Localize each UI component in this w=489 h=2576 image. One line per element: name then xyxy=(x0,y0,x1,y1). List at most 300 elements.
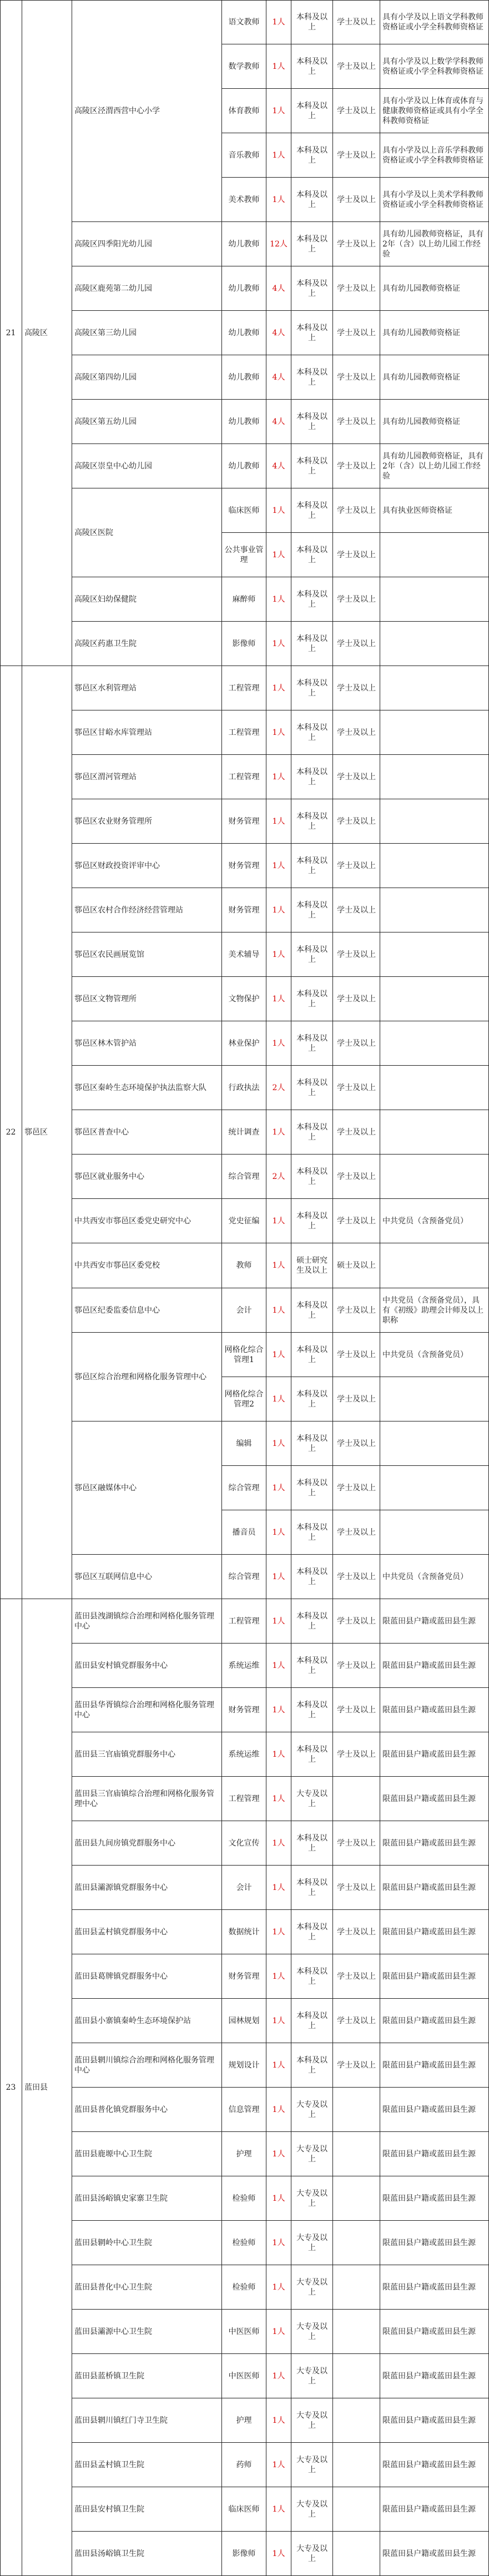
hiring-count: 1人 xyxy=(266,2487,291,2532)
other-requirements: 限蓝田县户籍或蓝田县生源 xyxy=(380,2310,489,2354)
other-requirements xyxy=(380,1377,489,1421)
education-requirement: 本科及以上 xyxy=(291,178,333,222)
other-requirements: 限蓝田县户籍或蓝田县生源 xyxy=(380,2532,489,2576)
degree-requirement: 学士及以上 xyxy=(333,755,380,799)
education-requirement: 本科及以上 xyxy=(291,1910,333,1954)
unit-name: 蓝田县安村镇党群服务中心 xyxy=(72,1644,222,1688)
unit-name: 蓝田县孟村镇卫生院 xyxy=(72,2443,222,2487)
degree-requirement: 学士及以上 xyxy=(333,666,380,710)
post-name: 网格化综合管理2 xyxy=(222,1377,266,1421)
hiring-count: 1人 xyxy=(266,1821,291,1866)
unit-name: 蓝田县安村镇卫生院 xyxy=(72,2487,222,2532)
unit-name: 鄠邑区水利管理站 xyxy=(72,666,222,710)
hiring-count: 1人 xyxy=(266,888,291,932)
hiring-count: 1人 xyxy=(266,755,291,799)
education-requirement: 本科及以上 xyxy=(291,400,333,444)
hiring-count: 1人 xyxy=(266,1910,291,1954)
post-name: 幼儿教师 xyxy=(222,266,266,311)
post-name: 检验师 xyxy=(222,2221,266,2265)
post-name: 网格化综合管理1 xyxy=(222,1333,266,1377)
degree-requirement xyxy=(333,2221,380,2265)
post-name: 工程管理 xyxy=(222,666,266,710)
degree-requirement: 学士及以上 xyxy=(333,1021,380,1066)
post-name: 综合管理 xyxy=(222,1466,266,1510)
other-requirements: 限蓝田县户籍或蓝田县生源 xyxy=(380,2443,489,2487)
other-requirements xyxy=(380,1243,489,1288)
hiring-count: 1人 xyxy=(266,89,291,133)
other-requirements xyxy=(380,977,489,1021)
hiring-count: 1人 xyxy=(266,0,291,44)
other-requirements: 限蓝田县户籍或蓝田县生源 xyxy=(380,1910,489,1954)
degree-requirement: 学士及以上 xyxy=(333,311,380,355)
education-requirement: 大专及以上 xyxy=(291,2532,333,2576)
education-requirement: 本科及以上 xyxy=(291,622,333,666)
education-requirement: 本科及以上 xyxy=(291,222,333,266)
unit-name: 鄠邑区农村合作经济经营管理站 xyxy=(72,888,222,932)
unit-name: 蓝田县辋川镇红门寺卫生院 xyxy=(72,2398,222,2443)
unit-name: 中共西安市鄠邑区委党史研究中心 xyxy=(72,1199,222,1243)
other-requirements: 限蓝田县户籍或蓝田县生源 xyxy=(380,1821,489,1866)
hiring-count: 1人 xyxy=(266,1777,291,1821)
education-requirement: 本科及以上 xyxy=(291,488,333,533)
unit-name: 高陵区第四幼儿园 xyxy=(72,355,222,400)
unit-name: 鄠邑区农民画展览馆 xyxy=(72,932,222,977)
degree-requirement: 学士及以上 xyxy=(333,2043,380,2088)
hiring-count: 4人 xyxy=(266,266,291,311)
other-requirements: 具有小学及以上美术学科教师资格证或小学全科教师资格证 xyxy=(380,178,489,222)
hiring-count: 1人 xyxy=(266,1021,291,1066)
unit-name: 蓝田县辋岭中心卫生院 xyxy=(72,2221,222,2265)
unit-name: 鄠邑区就业服务中心 xyxy=(72,1155,222,1199)
other-requirements: 中共党员（含预备党员） xyxy=(380,1555,489,1599)
degree-requirement xyxy=(333,2532,380,2576)
unit-name: 蓝田县三官庙镇党群服务中心 xyxy=(72,1732,222,1777)
unit-name: 鄠邑区融媒体中心 xyxy=(72,1421,222,1555)
education-requirement: 大专及以上 xyxy=(291,2310,333,2354)
post-name: 系统运维 xyxy=(222,1732,266,1777)
other-requirements: 中共党员（含预备党员） xyxy=(380,1199,489,1243)
degree-requirement: 学士及以上 xyxy=(333,1821,380,1866)
hiring-count: 2人 xyxy=(266,1066,291,1110)
degree-requirement: 学士及以上 xyxy=(333,1555,380,1599)
degree-requirement: 学士及以上 xyxy=(333,1110,380,1155)
unit-name: 蓝田县孟村镇党群服务中心 xyxy=(72,1910,222,1954)
hiring-count: 1人 xyxy=(266,1954,291,1999)
hiring-count: 1人 xyxy=(266,1599,291,1644)
other-requirements xyxy=(380,755,489,799)
other-requirements: 具有幼儿园教师资格证 xyxy=(380,400,489,444)
group-number: 23 xyxy=(0,1599,22,2576)
post-name: 中医医师 xyxy=(222,2310,266,2354)
hiring-count: 1人 xyxy=(266,2132,291,2176)
hiring-count: 1人 xyxy=(266,1866,291,1910)
education-requirement: 本科及以上 xyxy=(291,1821,333,1866)
hiring-count: 1人 xyxy=(266,799,291,844)
other-requirements: 中共党员（含预备党员） xyxy=(380,1333,489,1377)
education-requirement: 本科及以上 xyxy=(291,755,333,799)
post-name: 文化宣传 xyxy=(222,1821,266,1866)
post-name: 检验师 xyxy=(222,2265,266,2310)
degree-requirement: 学士及以上 xyxy=(333,977,380,1021)
education-requirement: 本科及以上 xyxy=(291,1288,333,1333)
hiring-count: 4人 xyxy=(266,444,291,488)
post-name: 园林规划 xyxy=(222,1999,266,2043)
post-name: 党史征编 xyxy=(222,1199,266,1243)
education-requirement: 本科及以上 xyxy=(291,89,333,133)
degree-requirement: 学士及以上 xyxy=(333,1199,380,1243)
education-requirement: 大专及以上 xyxy=(291,2088,333,2132)
education-requirement: 大专及以上 xyxy=(291,2354,333,2398)
education-requirement: 大专及以上 xyxy=(291,2398,333,2443)
degree-requirement: 学士及以上 xyxy=(333,488,380,533)
other-requirements: 具有小学及以上语文学科教师资格证或小学全科教师资格证 xyxy=(380,0,489,44)
hiring-count: 1人 xyxy=(266,2443,291,2487)
post-name: 体育教师 xyxy=(222,89,266,133)
hiring-count: 1人 xyxy=(266,710,291,755)
other-requirements xyxy=(380,1110,489,1155)
other-requirements: 限蓝田县户籍或蓝田县生源 xyxy=(380,2265,489,2310)
hiring-count: 1人 xyxy=(266,2043,291,2088)
degree-requirement: 学士及以上 xyxy=(333,1510,380,1555)
education-requirement: 本科及以上 xyxy=(291,1999,333,2043)
degree-requirement: 学士及以上 xyxy=(333,1866,380,1910)
hiring-count: 1人 xyxy=(266,1999,291,2043)
unit-name: 蓝田县汤峪镇史家寨卫生院 xyxy=(72,2176,222,2221)
other-requirements: 限蓝田县户籍或蓝田县生源 xyxy=(380,2132,489,2176)
unit-name: 蓝田县灞源镇党群服务中心 xyxy=(72,1866,222,1910)
post-name: 影像师 xyxy=(222,2532,266,2576)
post-name: 麻醉师 xyxy=(222,577,266,622)
degree-requirement: 学士及以上 xyxy=(333,1466,380,1510)
degree-requirement xyxy=(333,2176,380,2221)
degree-requirement xyxy=(333,2088,380,2132)
post-name: 检验师 xyxy=(222,2176,266,2221)
hiring-count: 1人 xyxy=(266,44,291,89)
post-name: 中医医师 xyxy=(222,2354,266,2398)
degree-requirement: 学士及以上 xyxy=(333,1910,380,1954)
hiring-count: 4人 xyxy=(266,311,291,355)
education-requirement: 本科及以上 xyxy=(291,1732,333,1777)
other-requirements: 具有幼儿园教师资格证 xyxy=(380,266,489,311)
hiring-count: 1人 xyxy=(266,2354,291,2398)
degree-requirement: 学士及以上 xyxy=(333,400,380,444)
education-requirement: 本科及以上 xyxy=(291,1066,333,1110)
unit-name: 鄠邑区互联网信息中心 xyxy=(72,1555,222,1599)
post-name: 护理 xyxy=(222,2132,266,2176)
degree-requirement: 学士及以上 xyxy=(333,533,380,577)
hiring-count: 1人 xyxy=(266,932,291,977)
other-requirements: 限蓝田县户籍或蓝田县生源 xyxy=(380,1599,489,1644)
education-requirement: 本科及以上 xyxy=(291,1466,333,1510)
other-requirements xyxy=(380,710,489,755)
hiring-count: 1人 xyxy=(266,133,291,178)
degree-requirement xyxy=(333,2443,380,2487)
unit-name: 蓝田县华胥镇综合治理和网格化服务管理中心 xyxy=(72,1688,222,1732)
unit-name: 蓝田县普化中心卫生院 xyxy=(72,2265,222,2310)
post-name: 统计调查 xyxy=(222,1110,266,1155)
education-requirement: 本科及以上 xyxy=(291,888,333,932)
hiring-count: 1人 xyxy=(266,844,291,888)
hiring-count: 1人 xyxy=(266,666,291,710)
degree-requirement: 学士及以上 xyxy=(333,0,380,44)
other-requirements: 限蓝田县户籍或蓝田县生源 xyxy=(380,2354,489,2398)
other-requirements: 限蓝田县户籍或蓝田县生源 xyxy=(380,2088,489,2132)
unit-name: 鄠邑区普查中心 xyxy=(72,1110,222,1155)
education-requirement: 本科及以上 xyxy=(291,1644,333,1688)
education-requirement: 本科及以上 xyxy=(291,1199,333,1243)
unit-name: 鄠邑区林木管护站 xyxy=(72,1021,222,1066)
other-requirements: 具有执业医师资格证 xyxy=(380,488,489,533)
other-requirements: 限蓝田县户籍或蓝田县生源 xyxy=(380,2398,489,2443)
unit-name: 鄠邑区财政投资评审中心 xyxy=(72,844,222,888)
other-requirements: 具有小学及以上音乐学科教师资格证或小学全科教师资格证 xyxy=(380,133,489,178)
degree-requirement: 学士及以上 xyxy=(333,710,380,755)
education-requirement: 本科及以上 xyxy=(291,1333,333,1377)
degree-requirement: 学士及以上 xyxy=(333,178,380,222)
hiring-count: 1人 xyxy=(266,2265,291,2310)
education-requirement: 本科及以上 xyxy=(291,266,333,311)
hiring-count: 1人 xyxy=(266,1688,291,1732)
degree-requirement: 学士及以上 xyxy=(333,1599,380,1644)
education-requirement: 本科及以上 xyxy=(291,133,333,178)
hiring-count: 1人 xyxy=(266,577,291,622)
post-name: 规划设计 xyxy=(222,2043,266,2088)
group-number: 22 xyxy=(0,666,22,1599)
post-name: 财务管理 xyxy=(222,1954,266,1999)
post-name: 财务管理 xyxy=(222,844,266,888)
unit-name: 高陵区妇幼保健院 xyxy=(72,577,222,622)
degree-requirement: 学士及以上 xyxy=(333,1999,380,2043)
degree-requirement: 学士及以上 xyxy=(333,355,380,400)
post-name: 药师 xyxy=(222,2443,266,2487)
degree-requirement: 学士及以上 xyxy=(333,1421,380,1466)
unit-name: 高陵区第三幼儿园 xyxy=(72,311,222,355)
degree-requirement: 学士及以上 xyxy=(333,89,380,133)
education-requirement: 大专及以上 xyxy=(291,1777,333,1821)
other-requirements xyxy=(380,888,489,932)
other-requirements xyxy=(380,1466,489,1510)
education-requirement: 大专及以上 xyxy=(291,2176,333,2221)
unit-name: 鄠邑区综合治理和网格化服务管理中心 xyxy=(72,1333,222,1421)
education-requirement: 本科及以上 xyxy=(291,1155,333,1199)
unit-name: 蓝田县蓝桥镇卫生院 xyxy=(72,2354,222,2398)
other-requirements xyxy=(380,577,489,622)
hiring-count: 1人 xyxy=(266,1421,291,1466)
education-requirement: 本科及以上 xyxy=(291,932,333,977)
degree-requirement xyxy=(333,2310,380,2354)
post-name: 行政执法 xyxy=(222,1066,266,1110)
degree-requirement: 学士及以上 xyxy=(333,1688,380,1732)
other-requirements: 限蓝田县户籍或蓝田县生源 xyxy=(380,2221,489,2265)
education-requirement: 本科及以上 xyxy=(291,710,333,755)
unit-name: 鄠邑区甘峪水库管理站 xyxy=(72,710,222,755)
unit-name: 高陵区鹿苑第二幼儿园 xyxy=(72,266,222,311)
post-name: 幼儿教师 xyxy=(222,222,266,266)
unit-name: 蓝田县九间房镇党群服务中心 xyxy=(72,1821,222,1866)
post-name: 工程管理 xyxy=(222,1599,266,1644)
unit-name: 蓝田县汤峪镇卫生院 xyxy=(72,2532,222,2576)
degree-requirement: 学士及以上 xyxy=(333,1288,380,1333)
hiring-count: 1人 xyxy=(266,1288,291,1333)
degree-requirement xyxy=(333,2487,380,2532)
education-requirement: 本科及以上 xyxy=(291,1110,333,1155)
post-name: 文物保护 xyxy=(222,977,266,1021)
hiring-count: 1人 xyxy=(266,1732,291,1777)
hiring-count: 1人 xyxy=(266,533,291,577)
education-requirement: 大专及以上 xyxy=(291,2487,333,2532)
other-requirements: 中共党员（含预备党员），具有《初级》助理会计师及以上职称 xyxy=(380,1288,489,1333)
other-requirements xyxy=(380,932,489,977)
education-requirement: 本科及以上 xyxy=(291,1421,333,1466)
hiring-count: 1人 xyxy=(266,178,291,222)
degree-requirement: 硕士及以上 xyxy=(333,1243,380,1288)
degree-requirement: 学士及以上 xyxy=(333,1954,380,1999)
education-requirement: 本科及以上 xyxy=(291,533,333,577)
other-requirements xyxy=(380,1021,489,1066)
degree-requirement xyxy=(333,1777,380,1821)
unit-name: 蓝田县葛牌镇党群服务中心 xyxy=(72,1954,222,1999)
post-name: 公共事业管理 xyxy=(222,533,266,577)
other-requirements: 限蓝田县户籍或蓝田县生源 xyxy=(380,1866,489,1910)
hiring-count: 1人 xyxy=(266,622,291,666)
education-requirement: 本科及以上 xyxy=(291,2043,333,2088)
unit-name: 鄠邑区秦岭生态环境保护执法监察大队 xyxy=(72,1066,222,1110)
post-name: 工程管理 xyxy=(222,710,266,755)
other-requirements: 具有幼儿园教师资格证，具有2年（含）以上幼儿园工作经验 xyxy=(380,444,489,488)
post-name: 影像师 xyxy=(222,622,266,666)
hiring-count: 1人 xyxy=(266,1644,291,1688)
unit-name: 鄠邑区农业财务管理所 xyxy=(72,799,222,844)
post-name: 财务管理 xyxy=(222,888,266,932)
other-requirements: 具有幼儿园教师资格证 xyxy=(380,311,489,355)
education-requirement: 大专及以上 xyxy=(291,2443,333,2487)
education-requirement: 本科及以上 xyxy=(291,666,333,710)
post-name: 教师 xyxy=(222,1243,266,1288)
post-name: 林业保护 xyxy=(222,1021,266,1066)
education-requirement: 大专及以上 xyxy=(291,2265,333,2310)
hiring-count: 1人 xyxy=(266,1333,291,1377)
post-name: 工程管理 xyxy=(222,1777,266,1821)
unit-name: 高陵区医院 xyxy=(72,488,222,577)
education-requirement: 本科及以上 xyxy=(291,444,333,488)
education-requirement: 大专及以上 xyxy=(291,2221,333,2265)
post-name: 音乐教师 xyxy=(222,133,266,178)
other-requirements xyxy=(380,1510,489,1555)
other-requirements: 限蓝田县户籍或蓝田县生源 xyxy=(380,1688,489,1732)
unit-name: 中共西安市鄠邑区委党校 xyxy=(72,1243,222,1288)
other-requirements: 具有幼儿园教师资格证 xyxy=(380,355,489,400)
education-requirement: 本科及以上 xyxy=(291,355,333,400)
district-name: 高陵区 xyxy=(22,0,72,666)
hiring-count: 1人 xyxy=(266,2088,291,2132)
other-requirements xyxy=(380,844,489,888)
hiring-count: 4人 xyxy=(266,355,291,400)
other-requirements xyxy=(380,1066,489,1110)
hiring-count: 1人 xyxy=(266,1110,291,1155)
post-name: 语文教师 xyxy=(222,0,266,44)
hiring-count: 1人 xyxy=(266,2398,291,2443)
hiring-count: 1人 xyxy=(266,2221,291,2265)
unit-name: 蓝田县三官庙镇综合治理和网格化服务管理中心 xyxy=(72,1777,222,1821)
unit-name: 高陵区药惠卫生院 xyxy=(72,622,222,666)
post-name: 数学教师 xyxy=(222,44,266,89)
other-requirements: 限蓝田县户籍或蓝田县生源 xyxy=(380,1644,489,1688)
post-name: 幼儿教师 xyxy=(222,444,266,488)
hiring-count: 1人 xyxy=(266,488,291,533)
post-name: 会计 xyxy=(222,1866,266,1910)
degree-requirement: 学士及以上 xyxy=(333,622,380,666)
post-name: 幼儿教师 xyxy=(222,400,266,444)
education-requirement: 本科及以上 xyxy=(291,577,333,622)
district-name: 蓝田县 xyxy=(22,1599,72,2576)
other-requirements xyxy=(380,622,489,666)
unit-name: 高陵区泾渭西营中心小学 xyxy=(72,0,222,222)
degree-requirement: 学士及以上 xyxy=(333,799,380,844)
other-requirements: 限蓝田县户籍或蓝田县生源 xyxy=(380,2043,489,2088)
post-name: 财务管理 xyxy=(222,799,266,844)
education-requirement: 本科及以上 xyxy=(291,0,333,44)
education-requirement: 本科及以上 xyxy=(291,44,333,89)
other-requirements: 具有小学及以上体育或体育与健康教师资格证或具有小学全科教师资格证 xyxy=(380,89,489,133)
post-name: 播音员 xyxy=(222,1510,266,1555)
education-requirement: 本科及以上 xyxy=(291,311,333,355)
post-name: 编辑 xyxy=(222,1421,266,1466)
post-name: 临床医师 xyxy=(222,2487,266,2532)
other-requirements: 限蓝田县户籍或蓝田县生源 xyxy=(380,1777,489,1821)
degree-requirement: 学士及以上 xyxy=(333,44,380,89)
hiring-count: 1人 xyxy=(266,1199,291,1243)
degree-requirement: 学士及以上 xyxy=(333,888,380,932)
hiring-count: 1人 xyxy=(266,1377,291,1421)
other-requirements xyxy=(380,666,489,710)
education-requirement: 本科及以上 xyxy=(291,1688,333,1732)
post-name: 数据统计 xyxy=(222,1910,266,1954)
post-name: 美术教师 xyxy=(222,178,266,222)
education-requirement: 大专及以上 xyxy=(291,2132,333,2176)
unit-name: 蓝田县灞源中心卫生院 xyxy=(72,2310,222,2354)
post-name: 财务管理 xyxy=(222,1688,266,1732)
unit-name: 鄠邑区纪委监委信息中心 xyxy=(72,1288,222,1333)
post-name: 信息管理 xyxy=(222,2088,266,2132)
post-name: 系统运维 xyxy=(222,1644,266,1688)
other-requirements xyxy=(380,799,489,844)
hiring-count: 1人 xyxy=(266,1555,291,1599)
degree-requirement: 学士及以上 xyxy=(333,1066,380,1110)
other-requirements: 限蓝田县户籍或蓝田县生源 xyxy=(380,1732,489,1777)
other-requirements: 具有幼儿园教师资格证，具有2年（含）以上幼儿园工作经验 xyxy=(380,222,489,266)
hiring-count: 1人 xyxy=(266,1243,291,1288)
education-requirement: 本科及以上 xyxy=(291,1599,333,1644)
post-name: 护理 xyxy=(222,2398,266,2443)
degree-requirement xyxy=(333,2265,380,2310)
other-requirements xyxy=(380,1421,489,1466)
unit-name: 鄠邑区文物管理所 xyxy=(72,977,222,1021)
hiring-count: 1人 xyxy=(266,2310,291,2354)
hiring-count: 1人 xyxy=(266,977,291,1021)
degree-requirement: 学士及以上 xyxy=(333,577,380,622)
education-requirement: 本科及以上 xyxy=(291,844,333,888)
education-requirement: 本科及以上 xyxy=(291,1377,333,1421)
other-requirements: 具有小学及以上数学学科教师资格证或小学全科教师资格证 xyxy=(380,44,489,89)
post-name: 临床医师 xyxy=(222,488,266,533)
post-name: 幼儿教师 xyxy=(222,355,266,400)
other-requirements: 限蓝田县户籍或蓝田县生源 xyxy=(380,2487,489,2532)
other-requirements: 限蓝田县户籍或蓝田县生源 xyxy=(380,1954,489,1999)
education-requirement: 本科及以上 xyxy=(291,1021,333,1066)
other-requirements: 限蓝田县户籍或蓝田县生源 xyxy=(380,1999,489,2043)
hiring-count: 2人 xyxy=(266,1155,291,1199)
education-requirement: 本科及以上 xyxy=(291,1510,333,1555)
